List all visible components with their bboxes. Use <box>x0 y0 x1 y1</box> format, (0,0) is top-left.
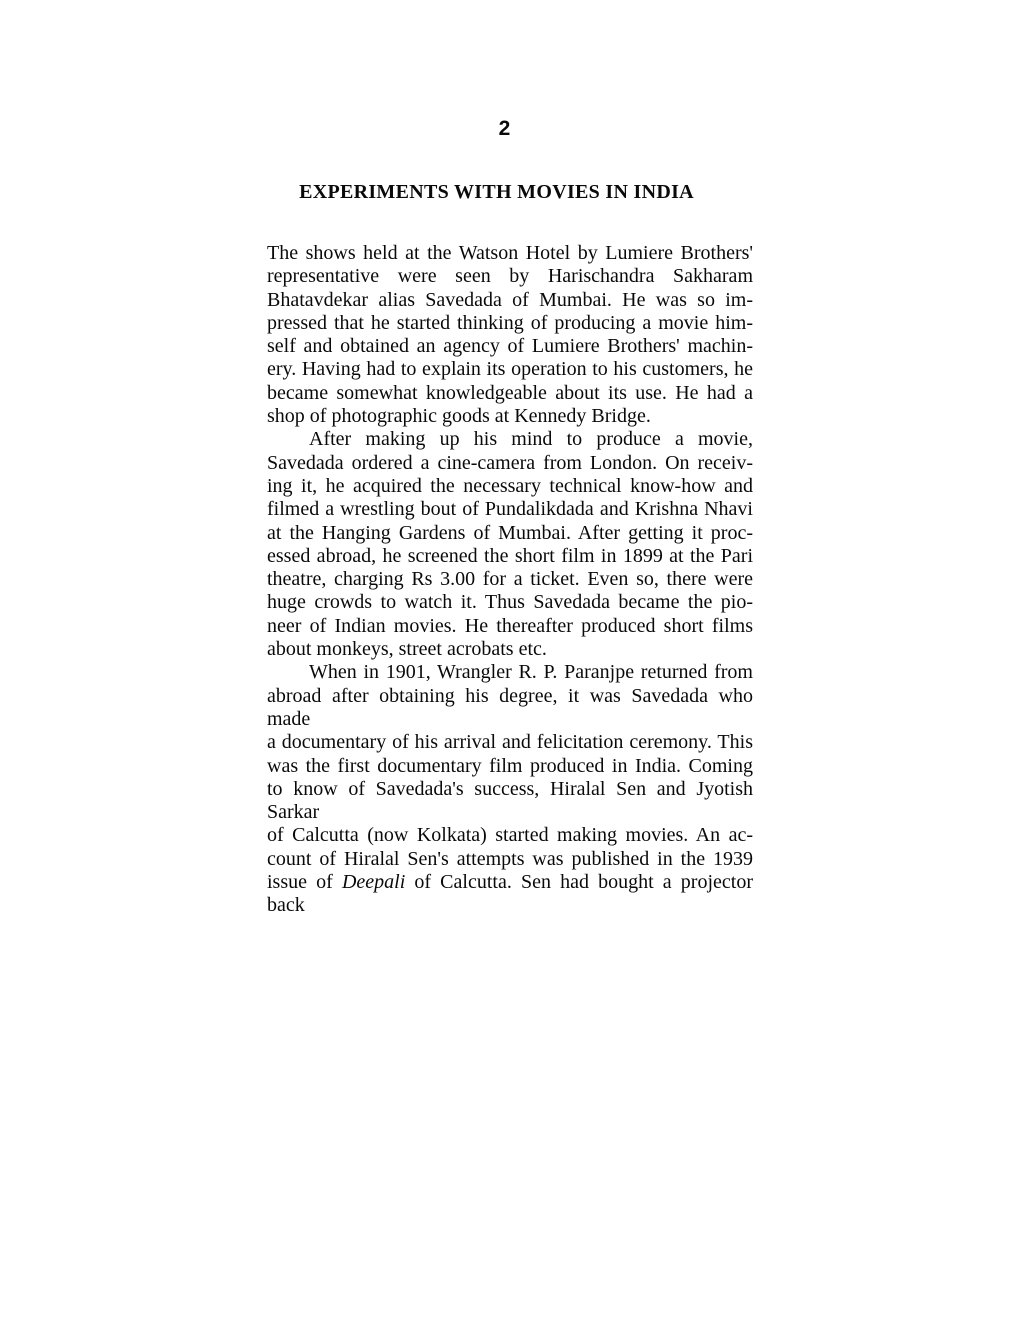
text-line: a documentary of his arrival and felicitation ceremony. This <box>267 731 753 754</box>
text-line <box>267 871 753 918</box>
text-line: Bhatavdekar alias Savedada of Mumbai. He was so im- <box>267 288 753 311</box>
text-segment: of Calcutta. Sen had bought a projector back <box>267 871 753 917</box>
text-line: shop of photographic goods at Kennedy Bridge. <box>267 405 651 428</box>
text-line: When in 1901, Wrangler R. P. Paranjpe returned from <box>309 661 753 684</box>
text-line: ing it, he acquired the necessary technical know-how and <box>267 474 753 497</box>
paragraph <box>267 661 753 917</box>
text-line: After making up his mind to produce a movie, <box>309 428 753 451</box>
text-line: ery. Having had to explain its operation to his customers, he <box>267 358 753 381</box>
text-line: Savedada ordered a cine-camera from London. On receiv- <box>267 451 753 474</box>
body-text <box>267 242 753 918</box>
text-line: to know of Savedada's success, Hiralal Sen and Jyotish Sarkar <box>267 777 753 824</box>
page-number: 2 <box>498 117 511 140</box>
text-line: of Calcutta (now Kolkata) started making movies. An ac- <box>267 824 753 847</box>
text-line: The shows held at the Watson Hotel by Lumiere Brothers' <box>267 242 753 264</box>
text-line: self and obtained an agency of Lumiere Brothers' machin- <box>267 335 753 358</box>
text-line: was the first documentary film produced in India. Coming <box>267 754 753 777</box>
italic-text: Deepali <box>341 871 406 894</box>
chapter-heading: EXPERIMENTS WITH MOVIES IN INDIA <box>299 181 694 203</box>
text-line: at the Hanging Gardens of Mumbai. After getting it proc- <box>267 521 753 544</box>
text-line: about monkeys, street acrobats etc. <box>267 638 547 661</box>
paragraph <box>267 242 753 428</box>
text-line: huge crowds to watch it. Thus Savedada became the pio- <box>267 591 753 614</box>
paragraph <box>267 428 753 661</box>
text-line: representative were seen by Harischandra Sakharam <box>267 265 753 288</box>
text-line: became somewhat knowledgeable about its use. He had a <box>267 381 753 404</box>
text-line: abroad after obtaining his degree, it was Savedada who made <box>267 684 753 730</box>
text-line: pressed that he started thinking of producing a movie him- <box>267 311 753 334</box>
text-segment: issue of <box>267 871 342 894</box>
text-line: essed abroad, he screened the short film in 1899 at the Pari <box>267 544 753 567</box>
text-line: filmed a wrestling bout of Pundalikdada and Krishna Nhavi <box>267 498 753 521</box>
text-line: count of Hiralal Sen's attempts was published in the 1939 <box>267 847 753 870</box>
text-line: theatre, charging Rs 3.00 for a ticket. Even so, there were <box>267 568 753 591</box>
text-line: neer of Indian movies. He thereafter produced short films <box>267 614 753 637</box>
